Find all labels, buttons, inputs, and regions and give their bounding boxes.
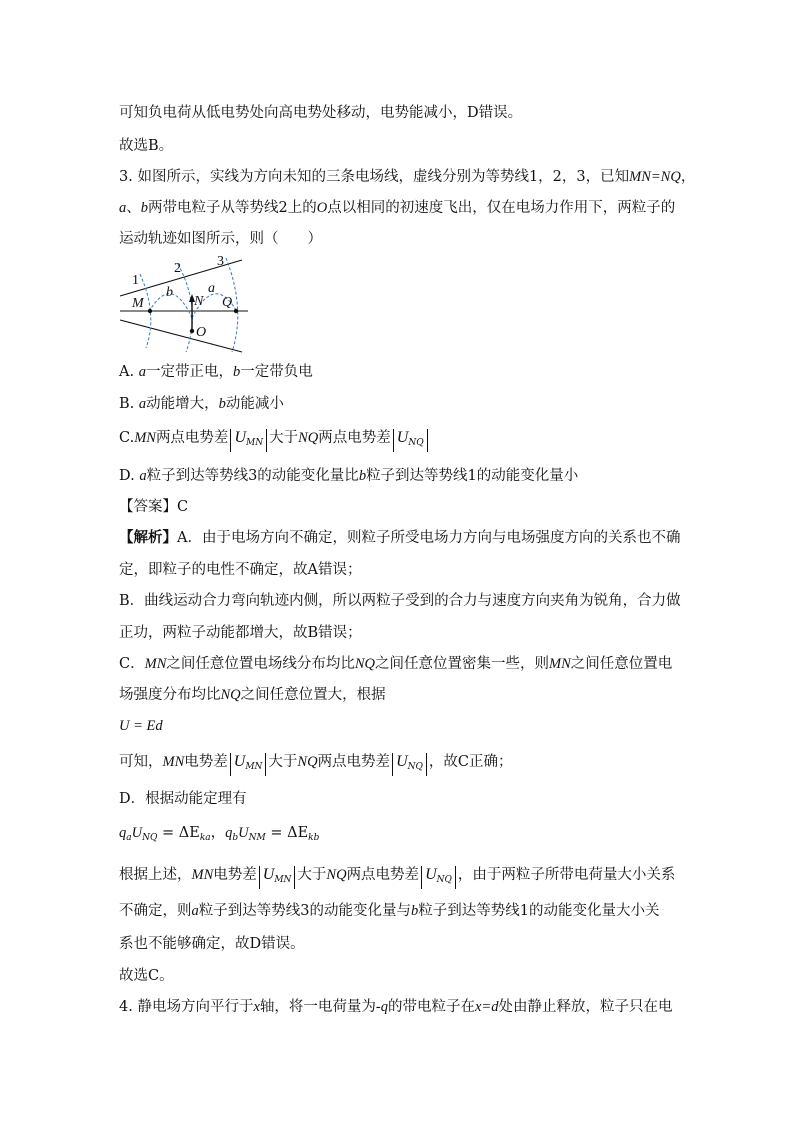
label-Q: Q — [222, 295, 233, 310]
option-d: D. a粒子到达等势线3的动能变化量比b粒子到达等势线1的动能变化量小 — [119, 468, 579, 484]
explanation-line: 定，即粒子的电性不确定，故A错误； — [119, 562, 362, 578]
label-3: 3 — [217, 254, 224, 269]
question-4-line-1: 4. 静电场方向平行于x轴，将一电荷量为-q的带电粒子在x=d处由静止释放，粒子只在电 — [119, 999, 673, 1015]
label-a: a — [208, 281, 215, 296]
answer: 【答案】C — [119, 499, 189, 515]
point-O — [190, 329, 194, 333]
explanation-line: B．曲线运动合力弯向轨迹内侧，所以两粒子受到的合力与速度方向夹角为锐角，合力做 — [119, 593, 681, 609]
explanation-line: D．根据动能定理有 — [119, 791, 247, 807]
label-2: 2 — [174, 261, 181, 276]
explanation-line: 系也不能够确定，故D错误。 — [119, 936, 305, 952]
label-O: O — [196, 325, 207, 340]
point-Q — [234, 309, 238, 313]
text-line: 故选B。 — [119, 138, 174, 154]
label-N: N — [194, 294, 204, 309]
explanation-line: C．MN之间任意位置电场线分布均比NQ之间任意位置密集一些，则MN之间任意位置电 — [119, 656, 673, 672]
explanation-line: 场强度分布均比NQ之间任意位置大，根据 — [119, 687, 386, 703]
field-line-bottom — [120, 320, 242, 352]
question-3-line-1: 3. 如图所示，实线为方向未知的三条电场线，虚线分别为等势线1，2，3，已知MN=NQ， — [119, 169, 696, 185]
question-3-line-3: 运动轨迹如图所示，则（ ） — [119, 231, 322, 247]
label-1: 1 — [132, 273, 139, 288]
explanation-line: 故选C。 — [119, 968, 174, 984]
formula-kinetic-energy: $q_aU_{NQ} = \Delta E_{ka}$，$q_bU_{NM} = \Delta E_{kb}$ — [119, 825, 320, 843]
explanation-line: 根据上述，MN电势差 $U_{MN}$ 大于NQ两点电势差 $U_{NQ}$ ，由于两粒子所带电荷量大小关系 — [119, 865, 675, 889]
electric-field-diagram — [114, 254, 254, 356]
option-c: C.MN两点电势差 $U_{MN}$ 大于NQ两点电势差 $U_{NQ}$ — [119, 428, 430, 452]
label-M: M — [132, 296, 144, 311]
explanation-line: 【解析】A．由于电场方向不确定，则粒子所受电场力方向与电场强度方向的关系也不确 — [119, 529, 681, 546]
question-3-line-2: a、b两带电粒子从等势线2上的O点以相同的初速度飞出，仅在电场力作用下，两粒子的 — [119, 200, 676, 216]
option-b: B. a动能增大，b动能减小 — [119, 396, 284, 412]
explanation-line: 不确定，则a粒子到达等势线3的动能变化量与b粒子到达等势线1的动能变化量大小关 — [119, 903, 660, 919]
text-line: 可知负电荷从低电势处向高电势处移动，电势能减小，D错误。 — [119, 105, 523, 121]
formula-u-ed: U = Ed — [119, 718, 163, 734]
point-M — [148, 309, 152, 313]
explanation-line: 可知，MN电势差 $U_{MN}$ 大于NQ两点电势差 $U_{NQ}$ ，故C正确； — [119, 752, 513, 776]
option-a: A. a一定带正电，b一定带负电 — [119, 364, 313, 380]
label-b: b — [166, 285, 173, 300]
explanation-line: 正功，两粒子动能都增大，故B错误； — [119, 625, 362, 641]
